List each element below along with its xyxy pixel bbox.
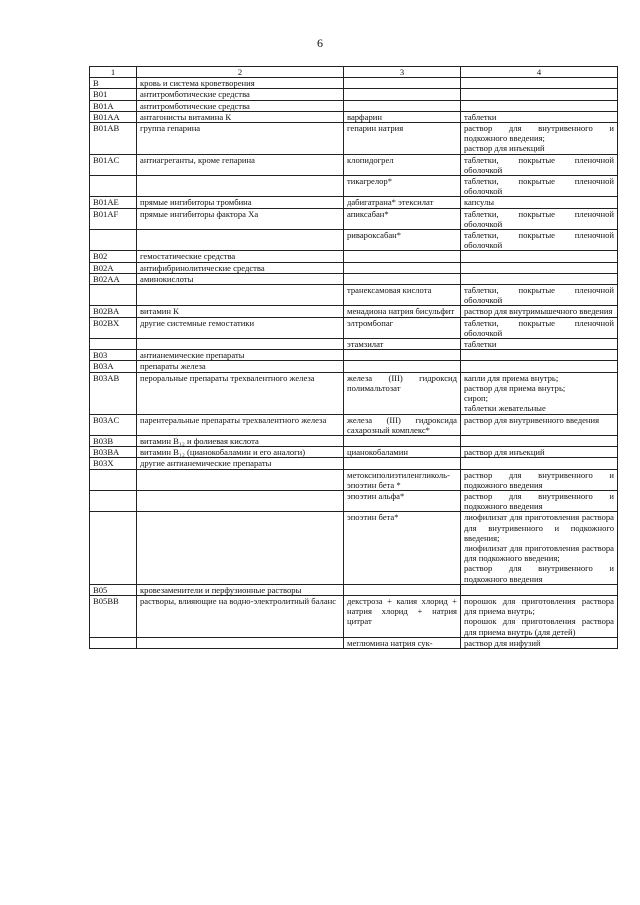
dosage-form-cell: капсулы — [461, 197, 618, 208]
header-cell: 3 — [344, 67, 461, 78]
dosage-form-cell: порошок для приготовления раствора для приема внутрь; порошок для приготовления раствора для приема внутрь (для детей) — [461, 595, 618, 637]
table-row-2 — [90, 100, 618, 111]
drug-name-cell: тикагрелор* — [344, 176, 461, 197]
atc-code-cell — [90, 339, 137, 350]
drug-name-cell: гепарин натрия — [344, 123, 461, 155]
dosage-form-cell: раствор для инфузий — [461, 637, 618, 648]
atc-code-cell — [90, 637, 137, 648]
atc-code-cell: B05 — [90, 584, 137, 595]
dosage-form-cell — [461, 78, 618, 89]
drug-table — [89, 66, 618, 649]
atc-code-cell: B01AF — [90, 208, 137, 229]
drug-name-cell: дабигатрана* этексилат — [344, 197, 461, 208]
atc-group-cell: антитромботические средства — [137, 89, 344, 100]
atc-code-cell: B03 — [90, 350, 137, 361]
dosage-form-cell: капли для приема внутрь; раствор для приема внутрь; сироп; таблетки жевательные — [461, 372, 618, 414]
drug-name-cell: варфарин — [344, 111, 461, 122]
atc-group-cell: пероральные препараты трехвалентного железа — [137, 372, 344, 414]
atc-group-cell: растворы, влияющие на водно-электролитный баланс — [137, 595, 344, 637]
atc-group-cell — [137, 490, 344, 511]
table-row-16 — [90, 339, 618, 350]
atc-group-cell: антагонисты витамина К — [137, 111, 344, 122]
atc-group-cell: антитромботические средства — [137, 100, 344, 111]
table-row-17 — [90, 350, 618, 361]
atc-code-cell — [90, 176, 137, 197]
drug-name-cell — [344, 273, 461, 284]
atc-code-cell: B01AE — [90, 197, 137, 208]
atc-group-cell: парентеральные препараты трехвалентного железа — [137, 414, 344, 435]
atc-group-cell: антиагреганты, кроме гепарина — [137, 154, 344, 175]
table-row-4 — [90, 123, 618, 155]
atc-code-cell — [90, 230, 137, 251]
dosage-form-cell: таблетки, покрытые пленочной оболочкой — [461, 176, 618, 197]
drug-name-cell — [344, 78, 461, 89]
drug-name-cell — [344, 100, 461, 111]
atc-code-cell: B01AB — [90, 123, 137, 155]
drug-name-cell: цианокобаламин — [344, 447, 461, 458]
drug-name-cell — [344, 262, 461, 273]
drug-name-cell: элтромбопаг — [344, 317, 461, 338]
atc-group-cell: другие системные гемостатики — [137, 317, 344, 338]
atc-group-cell — [137, 512, 344, 584]
table-row-26 — [90, 512, 618, 584]
header-cell: 4 — [461, 67, 618, 78]
table-row-11 — [90, 262, 618, 273]
table-row-6 — [90, 176, 618, 197]
dosage-form-cell: таблетки, покрытые пленочной оболочкой — [461, 317, 618, 338]
dosage-form-cell — [461, 361, 618, 372]
dosage-form-cell: раствор для инъекций — [461, 447, 618, 458]
drug-name-cell: декстроза + калия хлорид + натрия хлорид + натрия цитрат — [344, 595, 461, 637]
atc-group-cell: прямые ингибиторы тромбина — [137, 197, 344, 208]
table-row-0 — [90, 78, 618, 89]
atc-group-cell: гемостатические средства — [137, 251, 344, 262]
atc-group-cell: другие антианемические препараты — [137, 458, 344, 469]
dosage-form-cell — [461, 262, 618, 273]
atc-code-cell: B03AB — [90, 372, 137, 414]
atc-code-cell: B01A — [90, 100, 137, 111]
atc-code-cell — [90, 490, 137, 511]
atc-group-cell — [137, 176, 344, 197]
drug-name-cell — [344, 584, 461, 595]
table-row-14 — [90, 306, 618, 317]
dosage-form-cell — [461, 89, 618, 100]
atc-code-cell — [90, 512, 137, 584]
table-header-row — [90, 67, 618, 78]
table-row-29 — [90, 637, 618, 648]
table-row-21 — [90, 435, 618, 446]
drug-name-cell: эпоэтин бета* — [344, 512, 461, 584]
table-row-12 — [90, 273, 618, 284]
drug-name-cell: железа (III) гидроксид полимальтозат — [344, 372, 461, 414]
atc-code-cell: B03AC — [90, 414, 137, 435]
dosage-form-cell: раствор для внутривенного и подкожного введения — [461, 490, 618, 511]
dosage-form-cell — [461, 273, 618, 284]
drug-name-cell — [344, 251, 461, 262]
atc-group-cell — [137, 285, 344, 306]
table-row-10 — [90, 251, 618, 262]
dosage-form-cell — [461, 435, 618, 446]
atc-group-cell: витамин К — [137, 306, 344, 317]
atc-code-cell: B03B — [90, 435, 137, 446]
header-cell: 1 — [90, 67, 137, 78]
table-row-24 — [90, 469, 618, 490]
table-row-1 — [90, 89, 618, 100]
atc-code-cell: B03X — [90, 458, 137, 469]
atc-group-cell: витамин B₁₂ (цианокобаламин и его аналоги) — [137, 447, 344, 458]
table-row-18 — [90, 361, 618, 372]
dosage-form-cell — [461, 100, 618, 111]
dosage-form-cell: таблетки, покрытые пленочной оболочкой — [461, 154, 618, 175]
table-body — [90, 67, 618, 649]
atc-group-cell — [137, 469, 344, 490]
atc-group-cell: аминокислоты — [137, 273, 344, 284]
drug-name-cell — [344, 435, 461, 446]
atc-code-cell — [90, 285, 137, 306]
table-row-27 — [90, 584, 618, 595]
table-row-5 — [90, 154, 618, 175]
page-number: 6 — [317, 36, 323, 50]
dosage-form-cell: таблетки — [461, 339, 618, 350]
atc-group-cell: антифибринолитические средства — [137, 262, 344, 273]
drug-name-cell: эпоэтин альфа* — [344, 490, 461, 511]
atc-code-cell: B01AC — [90, 154, 137, 175]
drug-name-cell: менадиона натрия бисульфит — [344, 306, 461, 317]
drug-name-cell: апиксабан* — [344, 208, 461, 229]
dosage-form-cell — [461, 584, 618, 595]
drug-name-cell: железа (III) гидроксида сахарозный комплекс* — [344, 414, 461, 435]
atc-code-cell: B02 — [90, 251, 137, 262]
atc-code-cell: B02BX — [90, 317, 137, 338]
dosage-form-cell: таблетки — [461, 111, 618, 122]
atc-group-cell — [137, 230, 344, 251]
table-row-23 — [90, 458, 618, 469]
atc-group-cell: прямые ингибиторы фактора Xa — [137, 208, 344, 229]
drug-name-cell: метоксиполиэтиленгликоль-эпоэтин бета * — [344, 469, 461, 490]
drug-name-cell — [344, 89, 461, 100]
table-row-25 — [90, 490, 618, 511]
table-row-20 — [90, 414, 618, 435]
atc-code-cell: B05BB — [90, 595, 137, 637]
table-row-3 — [90, 111, 618, 122]
atc-code-cell: B03A — [90, 361, 137, 372]
atc-group-cell: антианемические препараты — [137, 350, 344, 361]
dosage-form-cell — [461, 251, 618, 262]
atc-group-cell: группа гепарина — [137, 123, 344, 155]
table-row-13 — [90, 285, 618, 306]
atc-group-cell — [137, 339, 344, 350]
dosage-form-cell: таблетки, покрытые пленочной оболочкой — [461, 285, 618, 306]
dosage-form-cell: раствор для внутримышечного введения — [461, 306, 618, 317]
dosage-form-cell: лиофилизат для приготовления раствора для внутривенного и подкожного введения; лиофилизат для приготовления раствора для подкожного введения; раствор для внутривенного и подкожного введения — [461, 512, 618, 584]
dosage-form-cell: таблетки, покрытые пленочной оболочкой — [461, 230, 618, 251]
atc-group-cell: витамин B₁₂ и фолиевая кислота — [137, 435, 344, 446]
atc-code-cell: B01 — [90, 89, 137, 100]
table-row-15 — [90, 317, 618, 338]
table-row-8 — [90, 208, 618, 229]
drug-name-cell — [344, 458, 461, 469]
header-cell: 2 — [137, 67, 344, 78]
atc-code-cell: B02BA — [90, 306, 137, 317]
dosage-form-cell: раствор для внутривенного и подкожного введения — [461, 469, 618, 490]
atc-group-cell: препараты железа — [137, 361, 344, 372]
drug-name-cell: меглюмина натрия сук- — [344, 637, 461, 648]
drug-name-cell: ривароксабан* — [344, 230, 461, 251]
atc-group-cell — [137, 637, 344, 648]
dosage-form-cell — [461, 350, 618, 361]
table-row-22 — [90, 447, 618, 458]
drug-name-cell: транексамовая кислота — [344, 285, 461, 306]
drug-name-cell: клопидогрел — [344, 154, 461, 175]
atc-code-cell: B03BA — [90, 447, 137, 458]
atc-code-cell: B02AA — [90, 273, 137, 284]
dosage-form-cell: раствор для внутривенного введения — [461, 414, 618, 435]
drug-name-cell: этамзилат — [344, 339, 461, 350]
drug-name-cell — [344, 361, 461, 372]
dosage-form-cell: раствор для внутривенного и подкожного введения; раствор для инъекций — [461, 123, 618, 155]
table-row-7 — [90, 197, 618, 208]
atc-code-cell — [90, 469, 137, 490]
atc-group-cell: кровь и система кроветворения — [137, 78, 344, 89]
atc-code-cell: B01AA — [90, 111, 137, 122]
table-row-9 — [90, 230, 618, 251]
table-row-28 — [90, 595, 618, 637]
dosage-form-cell: таблетки, покрытые пленочной оболочкой — [461, 208, 618, 229]
dosage-form-cell — [461, 458, 618, 469]
atc-code-cell: B — [90, 78, 137, 89]
atc-group-cell: кровезаменители и перфузионные растворы — [137, 584, 344, 595]
drug-name-cell — [344, 350, 461, 361]
table-row-19 — [90, 372, 618, 414]
atc-code-cell: B02A — [90, 262, 137, 273]
